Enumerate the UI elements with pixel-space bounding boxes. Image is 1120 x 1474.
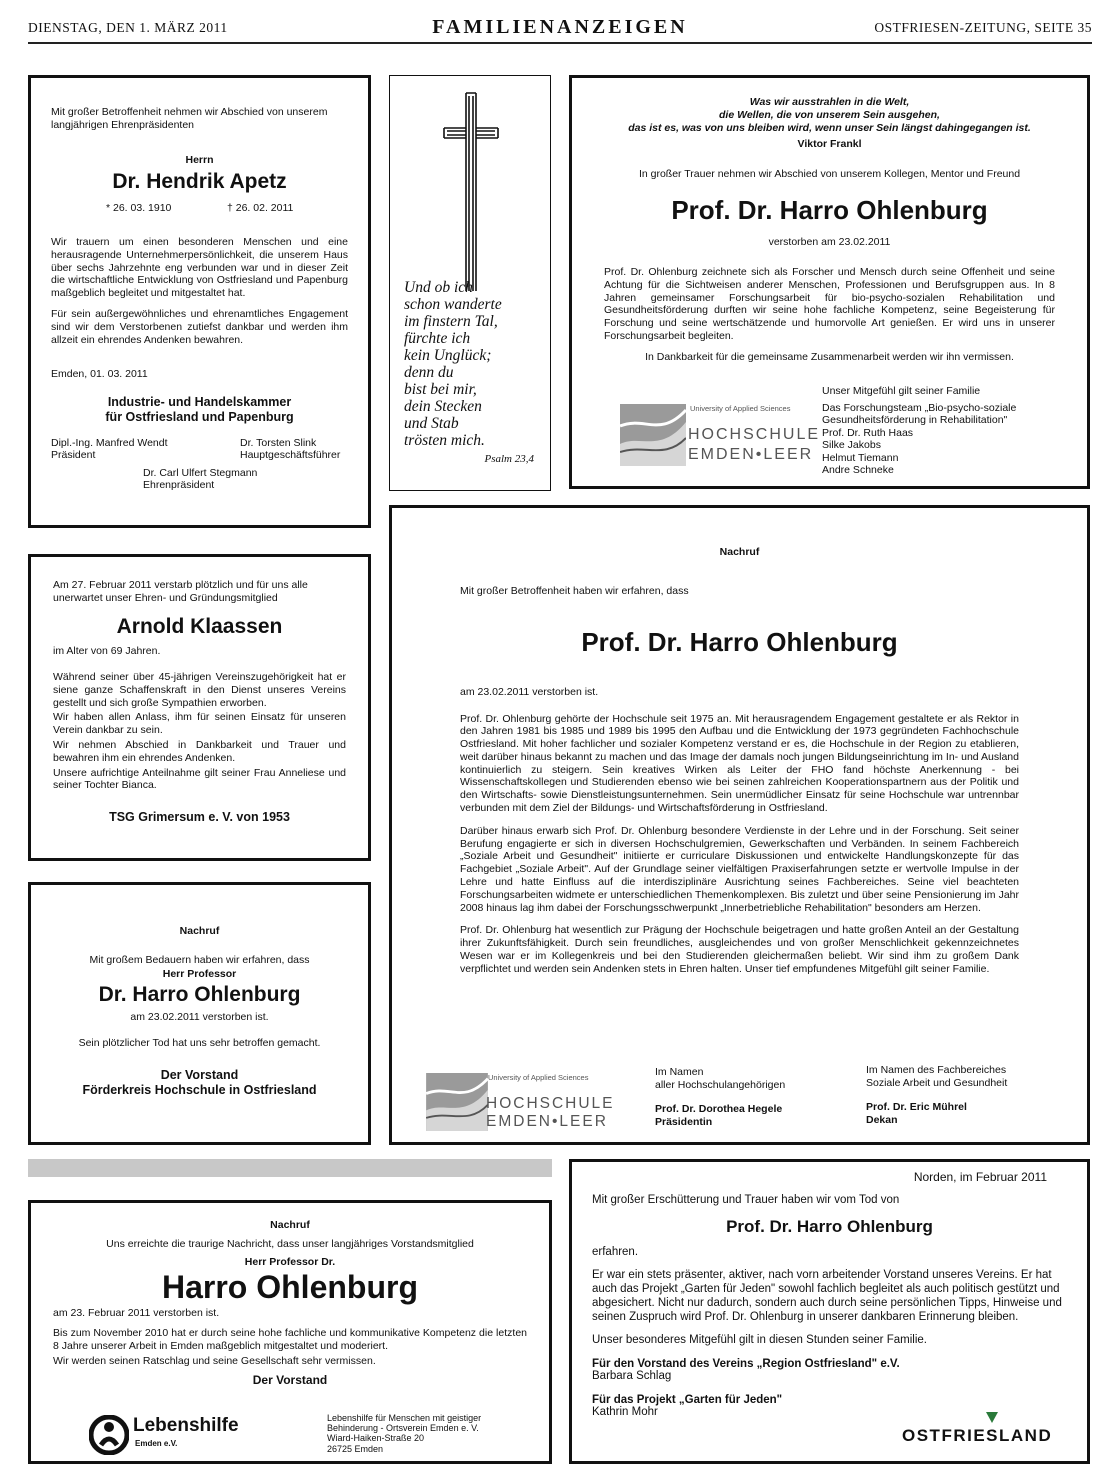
psalm-line: denn du [404, 364, 454, 381]
ad-klaassen [28, 554, 371, 861]
ostfriesland-org2: Für das Projekt „Garten für Jeden" [592, 1394, 783, 1406]
hochschule-p2: Darüber hinaus erwarb sich Prof. Dr. Ohlenburg besondere Verdienste in der Lehre und in der Forschung. Seit seiner Berufung engagierte er sich in diversen Hochschulgremien, Gewerkschaften und Verbänden. In seinem Fachbereich „Soziale Arbeit und Gesundheit" initiierte er curriculare Diskussionen und entwickelte Handlungskonzepte für das Fachgebiet „Soziale Arbeit". Auf der Grundlage seiner vielfältigen Praxiserfahrungen setzte er wertvolle Impulse in der Lehre und hatte Einfluss auf die interdisziplinäre Ausrichtung seines Fachbereiches. Seine viel beachteten Forschungsarbeiten widmete er unterschiedlichen Themenkomplexen. Bis zuletzt und über seine Pensionierung im Jahr 2008 hinaus lag ihm dabei der Forschungsschwerpunkt „Innerbetriebliche Rehabilitation" besonders am Herzen. [460, 824, 1019, 914]
ad-psalm [389, 75, 551, 491]
psalm-line: kein Unglück; [404, 347, 492, 364]
foerderkreis-org-line2: Förderkreis Hochschule in Ostfriesland [82, 1082, 317, 1097]
lebenshilfe-died: am 23. Februar 2011 verstorben ist. [53, 1306, 220, 1319]
header-rule [28, 42, 1092, 44]
apetz-sig2-role: Hauptgeschäftsführer [240, 449, 341, 462]
lebenshilfe-address-line: 26725 Emden [327, 1443, 384, 1454]
klaassen-p2: Wir haben allen Anlass, ihm für seinen Einsatz für unseren Verein dankbar zu sein. [53, 711, 346, 737]
lebenshilfe-logo [89, 1413, 269, 1458]
hochschule-sig2-line2: Soziale Arbeit und Gesundheit [866, 1076, 1008, 1089]
apetz-intro: Mit großer Betroffenheit nehmen wir Abschied von unserem langjährigen Ehrenpräsidenten [51, 106, 328, 131]
separator-bar [28, 1159, 552, 1177]
ostfriesland-sig2: Kathrin Mohr [592, 1406, 658, 1418]
ostfriesland-place-date: Norden, im Februar 2011 [913, 1170, 1047, 1184]
apetz-p1: Wir trauern um einen besonderen Menschen und eine herausragende Unternehmerpersönlichkeit, die unserem Haus über sechs Jahrzehnte eng verbunden war und in dieser Zeit die wirtschaftliche Entwicklung von Ostfriesland und Papenburg maßgeblich begleitet und mitgestaltet hat. [51, 236, 348, 300]
lebenshilfe-intro: Uns erreichte die traurige Nachricht, dass unser langjähriges Vorstandsmitglied [106, 1237, 474, 1250]
apetz-org-line1: Industrie- und Handelskammer [107, 394, 292, 409]
foerderkreis-title: Nachruf [179, 925, 220, 937]
foerderkreis-died: am 23.02.2011 verstorben ist. [130, 1010, 269, 1023]
apetz-salutation: Herrn [185, 153, 214, 166]
ostfriesland-logo-text: OSTFRIESLAND [902, 1426, 1053, 1445]
forschung-sign-line: Unser Mitgefühl gilt seiner Familie [822, 385, 981, 397]
hochschule-sig2-line1: Im Namen des Fachbereiches [866, 1064, 1007, 1076]
ad-apetz [28, 75, 371, 528]
klaassen-name: Arnold Klaassen [116, 614, 283, 638]
apetz-place-date: Emden, 01. 03. 2011 [51, 368, 148, 381]
klaassen-p1: Während seiner über 45-jährigen Vereinszugehörigkeit hat er siene ganze Schaffenskraft in den Dienst unseres Vereins gestellt und sich große Sympathien erworben. [53, 671, 346, 709]
ad-region-ostfriesland [569, 1159, 1090, 1464]
forschung-p1: Prof. Dr. Ohlenburg zeichnete sich als Forscher und Mensch durch seine Offenheit und seine Achtung für die Sichtweisen anderer Menschen, Professionen und Berufsgruppen aus. In 8 Jahren gemeinsamer Forschungsarbeit für bio-psycho-sozialen Rehabilitation und Gesundheitsförderung durften wir seine hohe fachliche Kompetenz, seine Begeisterung für Forschung und seine wertschätzende und humorvolle Art genießen. Er wird uns in unserer Forschungsarbeit begleiten. [604, 266, 1055, 342]
apetz-p2: Für sein außergewöhnliches und ehrenamtliches Engagement sind wir dem Verstorbenen zutiefst dankbar und werden ihm allzeit ein ehrendes Andenken bewahren. [51, 308, 348, 346]
psalm-line: fürchte ich [404, 330, 471, 347]
hochschule-logo-line2: EMDEN•LEER [486, 1113, 608, 1130]
ostfriesland-logo [902, 1410, 1062, 1450]
lebenshilfe-address [327, 1413, 481, 1454]
klaassen-org: TSG Grimersum e. V. von 1953 [109, 810, 290, 825]
lebenshilfe-logo-name: Lebenshilfe [133, 1415, 239, 1436]
apetz-sig2-name: Dr. Torsten Slink [240, 436, 317, 449]
hochschule-title: Nachruf [719, 546, 760, 558]
ostfriesland-erfahren: erfahren. [592, 1246, 639, 1258]
frankl-author: Viktor Frankl [797, 138, 862, 150]
header-publication: OSTFRIESEN-ZEITUNG, SEITE 35 [874, 20, 1092, 35]
ad-hochschule-nachruf [389, 505, 1090, 1145]
hochschule-logo [620, 404, 821, 470]
forschung-intro: In großer Trauer nehmen wir Abschied von unserem Kollegen, Mentor und Freund [638, 168, 1021, 180]
hochschule-sig1-line1: Im Namen [655, 1066, 704, 1078]
page-header [0, 0, 1120, 48]
klaassen-intro: Am 27. Februar 2011 verstarb plötzlich und für uns alle unerwartet unser Ehren- und Gründungsmitglied [53, 579, 308, 604]
psalm-line: dein Stecken [404, 398, 482, 415]
ostfriesland-sig1: Barbara Schlag [592, 1370, 672, 1382]
foerderkreis-p1: Sein plötzlicher Tod hat uns sehr betroffen gemacht. [78, 1037, 321, 1049]
lebenshilfe-address-line: Lebenshilfe für Menschen mit geistiger [327, 1413, 482, 1423]
forschung-sign-line: Prof. Dr. Ruth Haas [822, 426, 914, 439]
ostfriesland-p1: Er war ein stets präsenter, aktiver, nach vorn arbeitender Vorstand unseres Vereins. Er hat auch das Projekt „Garten für Jeden" sowohl fachlich begleitet als auch politisch gestützt und abgesichert. Nicht nur dadurch, sondern auch durch seine persönlichen Tipps, Hinweise und seinen Zuspruch wird Prof. Dr. Ohlenburg in unserer dankbaren Erinnerung bleiben. [592, 1269, 1062, 1323]
frankl-quote-line3: das ist es, was von uns bleiben wird, wenn unser Sein längst dahingegangen ist. [628, 122, 1031, 134]
cross-icon [442, 91, 500, 291]
frankl-quote-line1: Was wir ausstrahlen in die Welt, [749, 96, 910, 108]
psalm-line: Und ob ich [404, 279, 473, 296]
apetz-sig1-name: Dipl.-Ing. Manfred Wendt [51, 436, 168, 449]
psalm-line: im finstern Tal, [404, 313, 498, 330]
hochschule-sig1-name: Prof. Dr. Dorothea Hegele [655, 1103, 783, 1115]
forschung-signatures [822, 385, 1016, 477]
forschung-died: verstorben am 23.02.2011 [768, 235, 891, 248]
psalm-verse [404, 279, 502, 449]
psalm-line: trösten mich. [404, 432, 485, 449]
lebenshilfe-logo-icon [89, 1415, 129, 1455]
lebenshilfe-title: Nachruf [270, 1219, 310, 1231]
hochschule-nachruf-logo [426, 1073, 626, 1139]
psalm-ref: Psalm 23,4 [484, 453, 534, 465]
hochschule-died: am 23.02.2011 verstorben ist. [460, 686, 599, 698]
lebenshilfe-salutation: Herr Professor Dr. [244, 1256, 336, 1268]
hochschule-logo-line1: HOCHSCHULE [688, 426, 821, 443]
hochschule-name: Prof. Dr. Harro Ohlenburg [581, 627, 898, 657]
psalm-line: schon wanderte [404, 296, 502, 313]
forschung-sign-line: Andre Schneke [822, 464, 894, 476]
foerderkreis-org-line1: Der Vorstand [160, 1067, 239, 1082]
frankl-quote-line2: die Wellen, die von unserem Sein ausgehen, [719, 109, 940, 121]
hochschule-logo-icon [426, 1073, 488, 1131]
hochschule-sig1-line2: aller Hochschulangehörigen [655, 1078, 786, 1091]
hochschule-logo-icon [620, 404, 686, 466]
hochschule-logo-line2: EMDEN•LEER [688, 446, 814, 463]
hochschule-intro: Mit großer Betroffenheit haben wir erfahren, dass [460, 584, 689, 597]
ostfriesland-p2: Unser besonderes Mitgefühl gilt in diesen Stunden seiner Familie. [592, 1334, 927, 1346]
klaassen-p4: Unsere aufrichtige Anteilnahme gilt seiner Frau Anneliese und seiner Tochter Bianca. [53, 766, 346, 792]
header-section-title: FAMILIENANZEIGEN [432, 16, 688, 38]
hochschule-logo-tagline: University of Applied Sciences [690, 404, 791, 413]
foerderkreis-name: Dr. Harro Ohlenburg [98, 982, 301, 1006]
hochschule-sig2 [866, 1064, 1007, 1126]
foerderkreis-intro: Mit großem Bedauern haben wir erfahren, dass [89, 953, 310, 966]
apetz-org-line2: für Ostfriesland und Papenburg [105, 409, 294, 424]
lebenshilfe-p1: Bis zum November 2010 hat er durch seine hohe fachliche und kommunikative Kompetenz die letzten 8 Jahre unserer Arbeit in Emden maßgeblich mitgestaltet und moderiert. [53, 1327, 527, 1352]
psalm-line: und Stab [404, 415, 459, 432]
forschung-sign-line: Helmut Tiemann [822, 451, 899, 464]
hochschule-sig2-role: Dekan [866, 1113, 898, 1126]
ad-forschungsteam [569, 75, 1090, 489]
apetz-sig1-role: Präsident [51, 449, 96, 462]
foerderkreis-salutation: Herr Professor [162, 968, 237, 980]
hochschule-logo-line1: HOCHSCHULE [486, 1095, 615, 1112]
apetz-name: Dr. Hendrik Apetz [112, 170, 287, 194]
forschung-name: Prof. Dr. Harro Ohlenburg [671, 194, 988, 225]
apetz-died: † 26. 02. 2011 [227, 202, 294, 215]
ad-lebenshilfe [28, 1200, 552, 1464]
forschung-sign-line: Das Forschungsteam „Bio-psycho-soziale [822, 401, 1017, 414]
hochschule-sig1 [655, 1066, 785, 1128]
ad-foerderkreis [28, 882, 371, 1145]
apetz-born: * 26. 03. 1910 [106, 202, 172, 215]
ostfriesland-logo-icon [984, 1410, 1000, 1424]
forschung-sign-line: Silke Jakobs [822, 439, 881, 451]
forschung-sign-line: Gesundheitsförderung in Rehabilitation" [822, 414, 1008, 426]
forschung-thanks: In Dankbarkeit für die gemeinsame Zusammenarbeit werden wir ihn vermissen. [645, 350, 1014, 363]
ostfriesland-name: Prof. Dr. Harro Ohlenburg [726, 1217, 933, 1236]
hochschule-p1: Prof. Dr. Ohlenburg gehörte der Hochschule seit 1975 an. Mit herausragendem Engagement gestaltete er als Rektor in den Jahren 1981 bis 1985 und 1989 bis 1995 den Aufbau und die Entwicklung der 1973 gegründeten Fachhochschule Ostfriesland. Mit hoher fachlicher und sozialer Kompetenz verstand er es, die Hochschule in der Region zu etablieren, weit darüber hinaus bekannt zu machen und das Image der damals noch jungen Bildungseinrichtung im In- und Ausland kontinuierlich zu steigern. Sein kreatives Wirken als Leiter der FHO fand höchste Anerkennung - bei Wissenschaftskollegen und Studierenden ebenso wie bei seinen zahlreichen Kooperationspartnern aus der Politik und den Wirtschafts- sowie Dienstleistungsunternehmen. Sein unermüdlicher Einsatz für seine Hochschule war untrennbar verbunden mit dem Ziel der Bildungs- und Wirtschaftsförderung in Ostfriesland. [460, 712, 1019, 815]
apetz-sig3-role: Ehrenpräsident [143, 479, 215, 492]
lebenshilfe-org: Der Vorstand [252, 1373, 328, 1388]
lebenshilfe-name: Harro Ohlenburg [161, 1268, 418, 1305]
ostfriesland-intro: Mit großer Erschütterung und Trauer haben wir vom Tod von [592, 1194, 900, 1206]
hochschule-logo-tagline: University of Applied Sciences [488, 1073, 589, 1082]
hochschule-sig1-role: Präsidentin [655, 1115, 713, 1128]
lebenshilfe-address-line: Wiard-Haiken-Straße 20 [327, 1433, 425, 1444]
lebenshilfe-logo-sub: Emden e.V. [135, 1439, 178, 1448]
ostfriesland-org1: Für den Vorstand des Vereins „Region Ostfriesland" e.V. [592, 1358, 900, 1370]
psalm-line: bist bei mir, [404, 381, 477, 398]
lebenshilfe-p2: Wir werden seinen Ratschlag und seine Gesellschaft sehr vermissen. [53, 1354, 376, 1367]
hochschule-sig2-name: Prof. Dr. Eric Mührel [866, 1101, 967, 1113]
lebenshilfe-address-line: Behinderung - Ortsverein Emden e. V. [327, 1423, 479, 1434]
apetz-sig3-name: Dr. Carl Ulfert Stegmann [143, 466, 258, 479]
header-date: DIENSTAG, DEN 1. MÄRZ 2011 [28, 20, 228, 35]
klaassen-age: im Alter von 69 Jahren. [53, 644, 161, 657]
hochschule-p3: Prof. Dr. Ohlenburg hat wesentlich zur Prägung der Hochschule beigetragen und hatte großen Anteil an der Gestaltung ihrer Zukunftsfähigkeit. Durch sein freundliches, ausgleichendes und von großer Menschlichkeit gekennzeichnetes Wesen war er im Kollegenkreis und bei den Studierenden gleichermaßen beliebt. Wir sind ihm zu großem Dank verpflichtet und werden sein Andenken stets in Ehren halten. Unser tief empfundenes Mitgefühl gilt seiner Familie. [460, 924, 1019, 975]
klaassen-p3: Wir nehmen Abschied in Dankbarkeit und Trauer und bewahren ihm ein ehrendes Andenken. [53, 739, 346, 764]
